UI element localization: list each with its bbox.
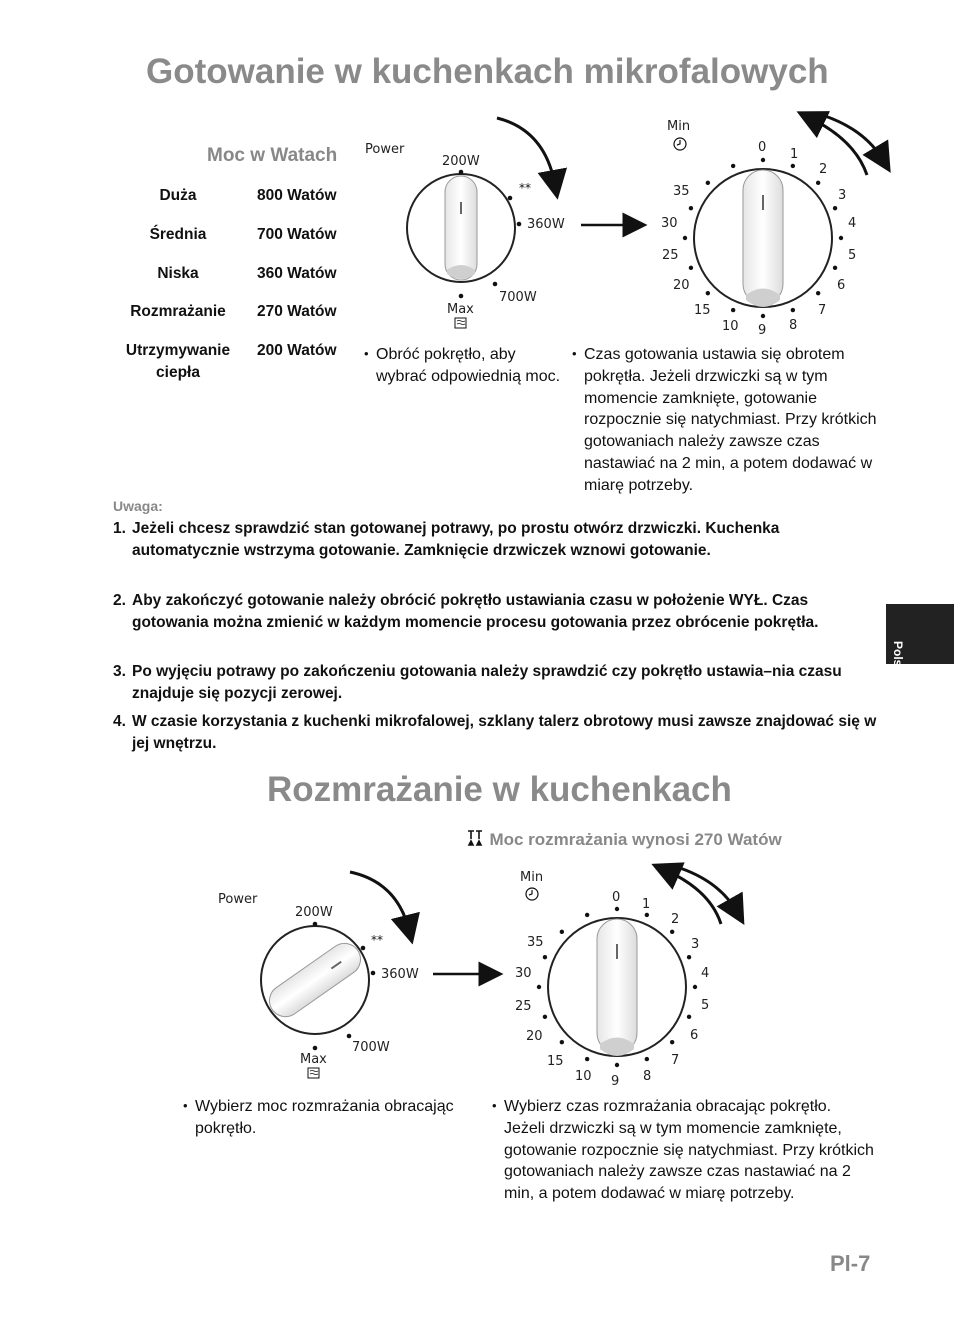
defrost-power-dial xyxy=(218,872,419,1078)
timer-mark: 4 xyxy=(701,966,710,981)
power-level-value: 270 Watów xyxy=(257,303,337,320)
svg-text:**: ** xyxy=(519,181,531,195)
timer-mark: 0 xyxy=(612,890,621,905)
note-text: Po wyjęciu potrawy po zakończeniu gotowania należy sprawdzić czy pokrętło ustawia–nia czasu znajduje się pozycji zerowej. xyxy=(132,663,842,702)
power-mark: 360W xyxy=(381,967,419,982)
timer-mark: 30 xyxy=(515,966,532,981)
defrost-icon xyxy=(519,181,531,195)
timer-tick xyxy=(585,1057,589,1061)
timer-dial-label: Min xyxy=(667,119,691,134)
timer-mark: 15 xyxy=(547,1054,564,1069)
timer-mark: 5 xyxy=(701,998,710,1013)
timer-tick xyxy=(706,291,710,295)
timer-mark: 9 xyxy=(611,1074,620,1089)
note-number: 1. xyxy=(113,520,126,537)
bullet-timer xyxy=(572,344,884,497)
note-item xyxy=(113,711,877,755)
power-mark: 360W xyxy=(527,217,565,232)
timer-mark: 8 xyxy=(643,1069,652,1084)
power-level-value: 700 Watów xyxy=(257,226,337,243)
note-text: W czasie korzystania z kuchenki mikrofalowej, szklany talerz obrotowy musi zawsze znajdować się w jej wnętrzu. xyxy=(132,713,877,752)
rotation-arrow xyxy=(350,872,409,930)
defrost-heading xyxy=(465,828,782,850)
timer-mark: 35 xyxy=(673,184,690,199)
timer-mark: 7 xyxy=(818,303,827,318)
bullet-dot: • xyxy=(364,346,369,361)
timer-tick xyxy=(731,308,735,312)
note-number: 3. xyxy=(113,663,126,680)
defrost-icon: ** xyxy=(371,933,383,947)
timer-tick xyxy=(615,907,619,911)
defrost-timer-dial xyxy=(515,868,737,1089)
timer-tick xyxy=(761,314,765,318)
note-item xyxy=(113,661,877,705)
power-dial-label: Power xyxy=(365,142,405,157)
timer-mark: 5 xyxy=(848,248,857,263)
section-title-defrost: Rozmrażanie w kuchenkach xyxy=(267,770,732,809)
timer-tick xyxy=(560,930,564,934)
timer-mark: 9 xyxy=(758,323,767,338)
timer-tick xyxy=(689,266,693,270)
timer-mark: 35 xyxy=(527,935,544,950)
timer-mark: 6 xyxy=(690,1028,699,1043)
timer-mark: 6 xyxy=(837,278,846,293)
note-text: Aby zakończyć gotowanie należy obrócić pokrętło ustawiania czasu w położenie WYŁ. Czas gotowania można zmienić w każdym momencie procesu gotowania przez obrócenie pokrętła. xyxy=(132,592,819,631)
bullet-defrost-power xyxy=(183,1096,455,1140)
power-mark: 700W xyxy=(352,1040,390,1055)
microwave-icon xyxy=(308,1068,319,1078)
note-item xyxy=(113,518,877,562)
power-mark: 200W xyxy=(442,154,480,169)
rotation-arrow-cw xyxy=(680,868,737,912)
timer-mark: 25 xyxy=(662,248,679,263)
section-title-cooking: Gotowanie w kuchenkach mikrofalowych xyxy=(146,52,829,91)
language-tab-label: Polski xyxy=(891,641,905,677)
bullet-power xyxy=(364,344,561,388)
timer-tick xyxy=(645,913,649,917)
timer-mark: 0 xyxy=(758,140,767,155)
timer-tick xyxy=(706,181,710,185)
bullet-defrost-timer-text: Wybierz czas rozmrażania obracając pokrętło. Jeżeli drzwiczki są w tym momencie zamknięte, gotowanie rozpocznie się natychmiast. Przy krótkich gotowaniach należy zawsze czas nastawiać na 2 min, a potem dodawać w miarę potrzeby. xyxy=(504,1098,874,1203)
timer-mark: 2 xyxy=(819,162,828,177)
note-item xyxy=(113,590,877,634)
timer-mark: 1 xyxy=(642,897,651,912)
timer-tick xyxy=(585,913,589,917)
bullet-dot: • xyxy=(492,1098,497,1113)
microwave-icon xyxy=(455,318,466,328)
timer-tick xyxy=(816,181,820,185)
note-text: Jeżeli chcesz sprawdzić stan gotowanej potrawy, po prostu otwórz drzwiczki. Kuchenka automatycznie wstrzyma gotowanie. Zamknięcie drzwiczek wznowi gotowanie. xyxy=(132,520,780,559)
timer-dial xyxy=(661,116,883,338)
power-dial-label: Power xyxy=(218,892,258,907)
language-tab xyxy=(886,604,954,677)
timer-mark: 10 xyxy=(575,1069,592,1084)
timer-tick xyxy=(670,930,674,934)
defrost-icon xyxy=(465,828,485,848)
timer-mark: 4 xyxy=(848,216,857,231)
notes-label: Uwaga: xyxy=(113,498,163,514)
timer-tick xyxy=(670,1040,674,1044)
power-level-label: Duża xyxy=(159,187,197,204)
clock-icon xyxy=(526,888,538,900)
bullet-dot: • xyxy=(572,346,577,361)
power-dial xyxy=(365,118,565,328)
bullet-power-text: Obróć pokrętło, aby wybrać odpowiednią moc. xyxy=(376,346,561,385)
timer-tick xyxy=(839,236,843,240)
timer-mark: 2 xyxy=(671,912,680,927)
power-mark: Max xyxy=(447,302,474,317)
timer-mark: 3 xyxy=(838,188,847,203)
timer-mark: 8 xyxy=(789,318,798,333)
power-level-label: Rozmrażanie xyxy=(130,303,226,320)
timer-mark: 15 xyxy=(694,303,711,318)
timer-tick xyxy=(833,266,837,270)
power-mark: 700W xyxy=(499,290,537,305)
bullet-defrost-timer xyxy=(492,1096,874,1205)
power-level-label: Utrzymywanie ciepła xyxy=(125,342,231,381)
timer-tick xyxy=(560,1040,564,1044)
timer-tick xyxy=(687,955,691,959)
power-level-label: Średnia xyxy=(149,226,207,243)
timer-tick xyxy=(761,158,765,162)
power-table-heading: Moc w Watach xyxy=(207,145,338,166)
power-level-value: 360 Watów xyxy=(257,265,337,282)
timer-dial-label: Min xyxy=(520,870,544,885)
timer-mark: 20 xyxy=(673,278,690,293)
defrost-dials-diagram xyxy=(205,862,750,1094)
power-level-value: 800 Watów xyxy=(257,187,337,204)
timer-tick xyxy=(687,1015,691,1019)
note-number: 4. xyxy=(113,713,126,730)
power-level-value: 200 Watów xyxy=(257,342,337,359)
timer-tick xyxy=(615,1063,619,1067)
timer-tick xyxy=(689,206,693,210)
bullet-timer-text: Czas gotowania ustawia się obrotem pokrętła. Jeżeli drzwiczki są w tym momencie zamknięte, gotowanie rozpocznie się natychmiast. Przy krótkich gotowaniach należy zawsze czas nastawiać na 2 min, a potem dodawać w miarę potrzeby. xyxy=(584,346,877,494)
timer-tick xyxy=(683,236,687,240)
timer-mark: 3 xyxy=(691,937,700,952)
timer-mark: 10 xyxy=(722,319,739,334)
timer-tick xyxy=(537,985,541,989)
timer-tick xyxy=(833,206,837,210)
bullet-defrost-power-text: Wybierz moc rozmrażania obracając pokrętło. xyxy=(195,1098,454,1137)
bullet-dot: • xyxy=(183,1098,188,1113)
timer-tick xyxy=(791,308,795,312)
timer-mark: 30 xyxy=(661,216,678,231)
timer-tick xyxy=(693,985,697,989)
timer-tick xyxy=(816,291,820,295)
timer-tick xyxy=(731,164,735,168)
timer-mark: 1 xyxy=(790,147,799,162)
power-level-label: Niska xyxy=(157,265,199,282)
timer-tick xyxy=(543,1015,547,1019)
power-mark: Max xyxy=(300,1052,327,1067)
timer-mark: 20 xyxy=(526,1029,543,1044)
timer-mark: 25 xyxy=(515,999,532,1014)
note-number: 2. xyxy=(113,592,126,609)
power-mark: 200W xyxy=(295,905,333,920)
cooking-dials-diagram xyxy=(355,110,895,345)
rotation-arrow xyxy=(497,118,555,185)
timer-tick xyxy=(543,955,547,959)
clock-icon xyxy=(674,138,686,150)
page-number: Pl-7 xyxy=(830,1251,871,1276)
timer-tick xyxy=(645,1057,649,1061)
defrost-heading-text: Moc rozmrażania wynosi 270 Watów xyxy=(489,830,782,849)
timer-mark: 7 xyxy=(671,1053,680,1068)
timer-tick xyxy=(791,164,795,168)
